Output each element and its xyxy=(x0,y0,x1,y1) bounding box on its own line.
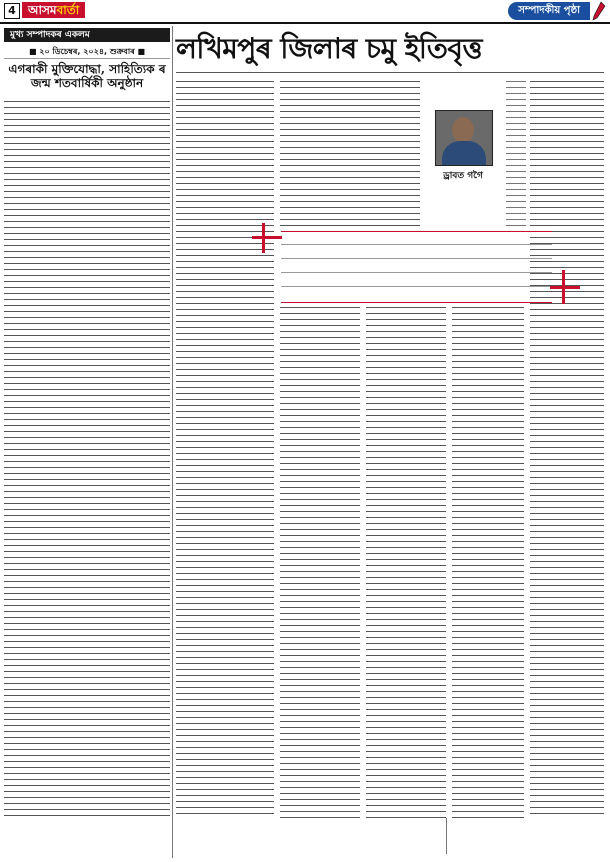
highlight-quote-box xyxy=(281,231,552,303)
logo-main: আসম xyxy=(28,3,57,17)
quote-line xyxy=(281,244,552,245)
left-article-headline: এগৰাকী মুক্তিযোদ্ধা, সাহিত্যিক ৰ জন্ম শতবাৰ্ষিকী অনুষ্ঠান xyxy=(8,62,166,90)
page-headline: লখিমপুৰ জিলাৰ চমু ইতিবৃত্ত xyxy=(176,32,482,65)
quote-line xyxy=(281,258,552,259)
column-divider xyxy=(172,26,173,858)
dateline: ■ ২০ ডিচেম্বৰ, ২০২৪, শুক্ৰবাৰ ■ xyxy=(4,46,170,59)
masthead xyxy=(0,0,610,22)
main-article-col-2-upper xyxy=(280,78,420,228)
author-photo xyxy=(435,110,493,166)
masthead-rule xyxy=(0,22,610,24)
section-tag: সম্পাদকীয় পৃষ্ঠা xyxy=(508,2,590,20)
newspaper-logo xyxy=(22,2,85,18)
quote-line xyxy=(281,286,552,287)
main-article-col-2-lower xyxy=(280,304,360,818)
author-byline: ড্ৰাবত গগৈ xyxy=(443,171,483,181)
logo-accent: বাৰ্তা xyxy=(56,3,80,17)
quote-corner-left-horizontal xyxy=(252,236,282,239)
main-article-col-1 xyxy=(176,78,274,818)
pen-icon xyxy=(592,1,606,21)
main-article-col-5 xyxy=(530,78,604,818)
main-article-col-3 xyxy=(366,304,446,818)
author-face xyxy=(452,117,474,143)
quote-line xyxy=(281,272,552,273)
main-article-col-4 xyxy=(452,304,524,818)
quote-corner-right-horizontal xyxy=(550,286,580,289)
author-shirt xyxy=(442,141,486,165)
headline-rule xyxy=(176,72,604,73)
footer-divider xyxy=(446,818,447,854)
main-article-col-mid xyxy=(506,78,526,228)
left-article-body xyxy=(4,98,170,816)
page-number: 4 xyxy=(4,3,20,19)
column-header: মুখ্য সম্পাদকৰ একলম xyxy=(4,28,170,42)
